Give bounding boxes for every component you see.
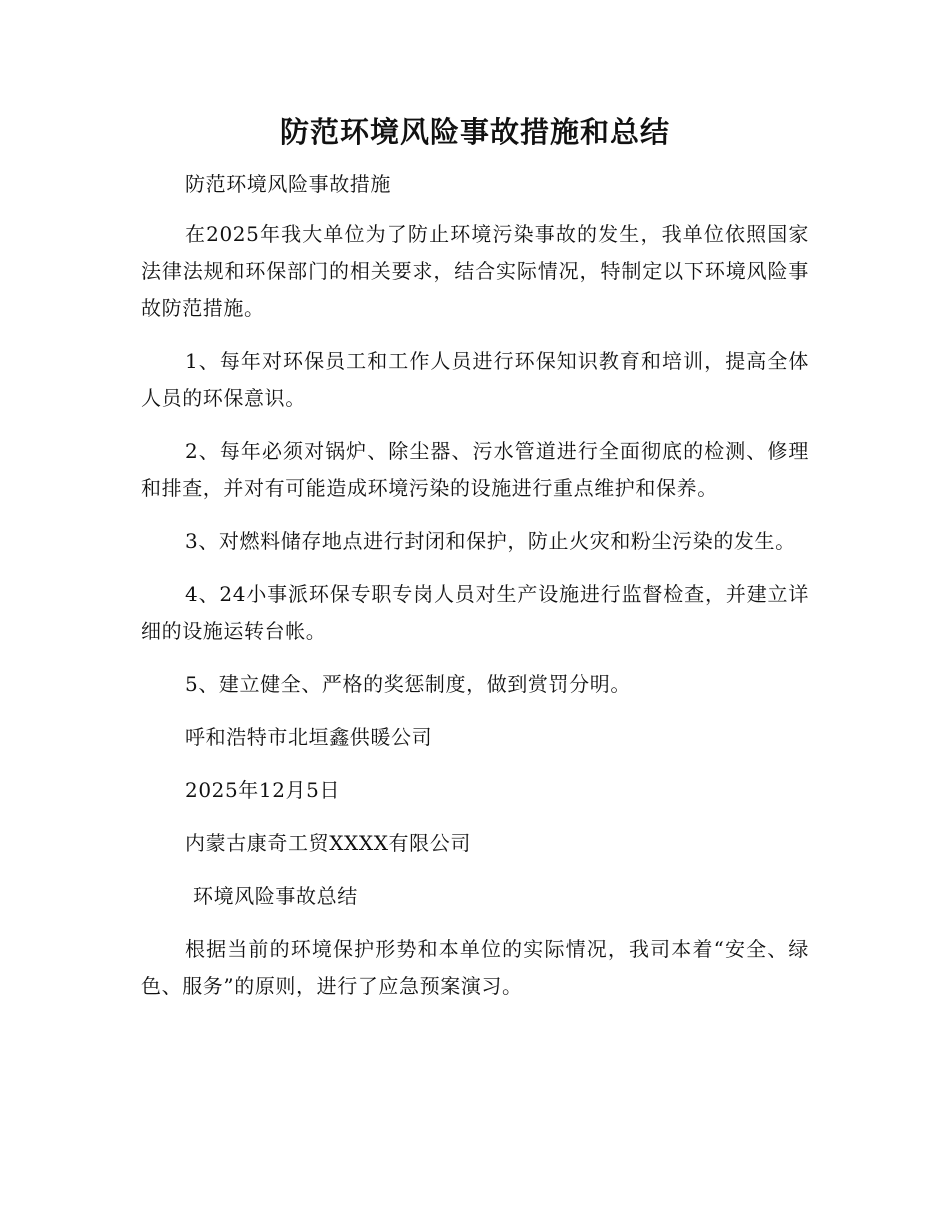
document-date: 2025年12月5日 — [185, 778, 341, 802]
company-name-2: 内蒙古康奇工贸XXXX有限公司 — [185, 831, 471, 855]
paragraph-item-3: 3、对燃料储存地点进行封闭和保护，防止火灾和粉尘污染的发生。 — [185, 529, 796, 553]
section-heading-measures: 防范环境风险事故措施 — [185, 172, 391, 196]
paragraph-item-2: 2、每年必须对锅炉、除尘器、污水管道进行全面彻底的检测、修理和排查，并对有可能造成环境污染的设施进行重点维护和保养。 — [141, 439, 809, 500]
paragraph-item-5: 5、建立健全、严格的奖惩制度，做到赏罚分明。 — [185, 672, 631, 696]
paragraph-item-1: 1、每年对环保员工和工作人员进行环保知识教育和培训，提高全体人员的环保意识。 — [141, 349, 809, 410]
document-body — [141, 166, 809, 1021]
section-heading-summary: 环境风险事故总结 — [193, 884, 358, 908]
paragraph-item-4: 4、24小事派环保专职专岗人员对生产设施进行监督检查，并建立详细的设施运转台帐。 — [141, 582, 809, 643]
document-title: 防范环境风险事故措施和总结 — [279, 115, 670, 149]
company-name-1: 呼和浩特市北垣鑫供暖公司 — [185, 725, 433, 749]
paragraph-intro: 在2025年我大单位为了防止环境污染事故的发生，我单位依照国家法律法规和环保部门的相关要求，结合实际情况，特制定以下环境风险事故防范措施。 — [141, 222, 809, 320]
paragraph-summary: 根据当前的环境保护形势和本单位的实际情况，我司本着“安全、绿色、服务”的原则，进行了应急预案演习。 — [141, 937, 809, 998]
